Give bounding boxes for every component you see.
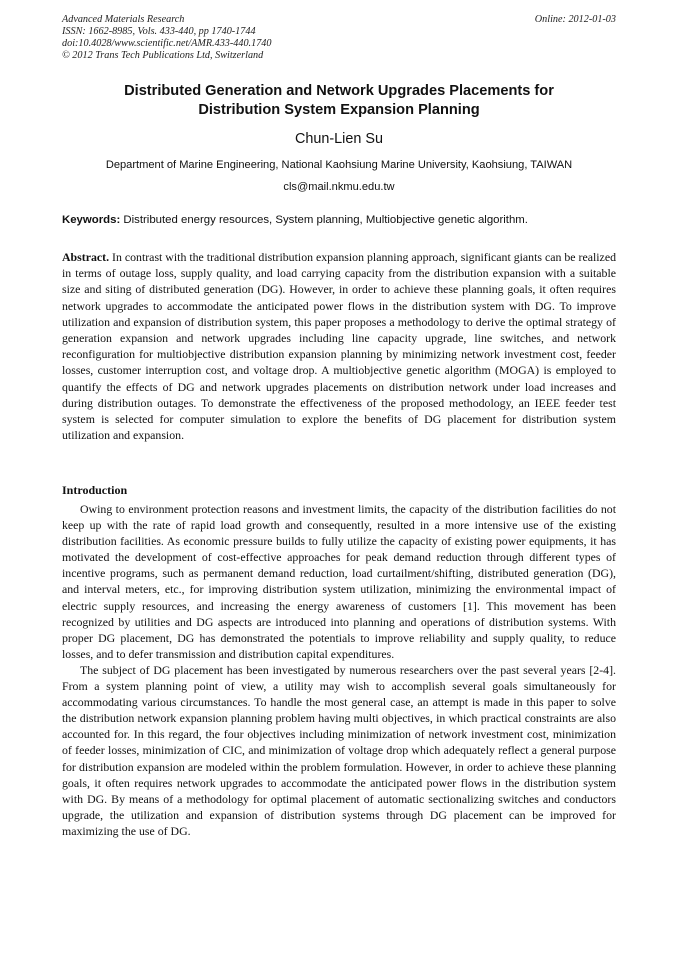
keywords-label: Keywords: (62, 214, 121, 226)
abstract-paragraph (62, 249, 616, 443)
keywords-text: Distributed energy resources, System planning, Multiobjective genetic algorithm. (120, 214, 528, 226)
abstract-label: Abstract. (62, 250, 110, 264)
title-line-2: Distribution System Expansion Planning (198, 102, 480, 118)
author-email: cls@mail.nkmu.edu.tw (283, 181, 395, 193)
intro-paragraph: Owing to environment protection reasons and investment limits, the capacity of the distribution facilities do not keep up with the rate of rapid load growth and consequently, resulted in a more intensive use of the existing distribution facilities. As economic pressure builds to fully utilize the capacity of existing power equipments, it has motivated the development of cost-effective approaches for peak demand reduction through different types of incentive programs, such as permanent demand reduction, load curtailment/shifting, distributed generation (DG), and interval meters, etc., for improving distribution system utilization, minimizing the environmental impact of electric supply resources, and increasing the energy awareness of customers [1]. This movement has been recognized by utilities and DG aspects are introduced into planning and operations of distribution systems. With proper DG placement, DG has demonstrated the potentials to improve reliability and supply quality, to reduce losses, and to defer transmission and distribution capital expenditures. (62, 502, 616, 661)
copyright-line: © 2012 Trans Tech Publications Ltd, Switzerland (62, 50, 264, 61)
online-date: Online: 2012-01-03 (534, 14, 616, 25)
intro-paragraph: The subject of DG placement has been investigated by numerous researchers over the past several years [2-4]. From a system planning point of view, a utility may wish to accomplish several goals simultaneously for accommodating various circumstances. To handle the most general case, an attempt is made in this paper to solve the distribution network expansion planning problem having multi objectives, in which practical constraints are also accounted for. In this regard, the four objectives including minimization of network investment cost, minimization of feeder losses, minimization of CIC, and minimization of voltage drop which adequately reflect a general purpose for distribution expansion are modeled within the problem formulation. However, in order to achieve these planning goals, it often requires network upgrades to accommodate the anticipated power flows in the distribution system with DG. By means of a methodology for optimal placement of automatic sectionalizing switches and conductors upgrade, the utilization and expansion of distribution systems through DG placement can be improved for maximizing the use of DG. (62, 662, 616, 838)
title-line-1: Distributed Generation and Network Upgrades Placements for (124, 83, 554, 99)
page-header (62, 14, 616, 62)
publication-info (62, 14, 271, 62)
keywords-line (62, 213, 616, 228)
introduction-body (62, 501, 616, 839)
doi-line: doi:10.4028/www.scientific.net/AMR.433-440.1740 (62, 38, 272, 49)
author-name: Chun-Lien Su (294, 131, 383, 147)
paper-title (62, 82, 616, 120)
journal-name: Advanced Materials Research (62, 14, 185, 25)
issn-line: ISSN: 1662-8985, Vols. 433-440, pp 1740-1744 (62, 26, 256, 37)
section-heading-introduction: Introduction (62, 483, 128, 497)
abstract-text: In contrast with the traditional distribution expansion planning approach, significant giants can be realized in terms of outage loss, supply quality, and load carrying capacity from the distribution expansion with a suitable size and siting of distributed generation (DG). However, in order to achieve these planning goals, it often requires network upgrades to accommodate the anticipated power flows in the distribution system with DG. To improve utilization and expansion of distribution system, this paper proposes a methodology to derive the optimal strategy of generation expansion and network upgrades including line capacity upgrade, line switches, and network reconfiguration for multiobjective distribution expansion planning by minimizing network investment cost, feeder losses, customer interruption cost, and voltage drop. A multiobjective genetic algorithm (MOGA) is employed to quantify the effects of DG and network upgrades placements on distribution network under load increases and during distribution outages. To demonstrate the effectiveness of the proposed methodology, an IEEE feeder test system is selected for computer simulation to explore the benefits of DG placement for distribution system utilization and expansion. (62, 250, 616, 443)
author-affiliation: Department of Marine Engineering, National Kaohsiung Marine University, Kaohsiung, TAIWAN (105, 159, 573, 171)
